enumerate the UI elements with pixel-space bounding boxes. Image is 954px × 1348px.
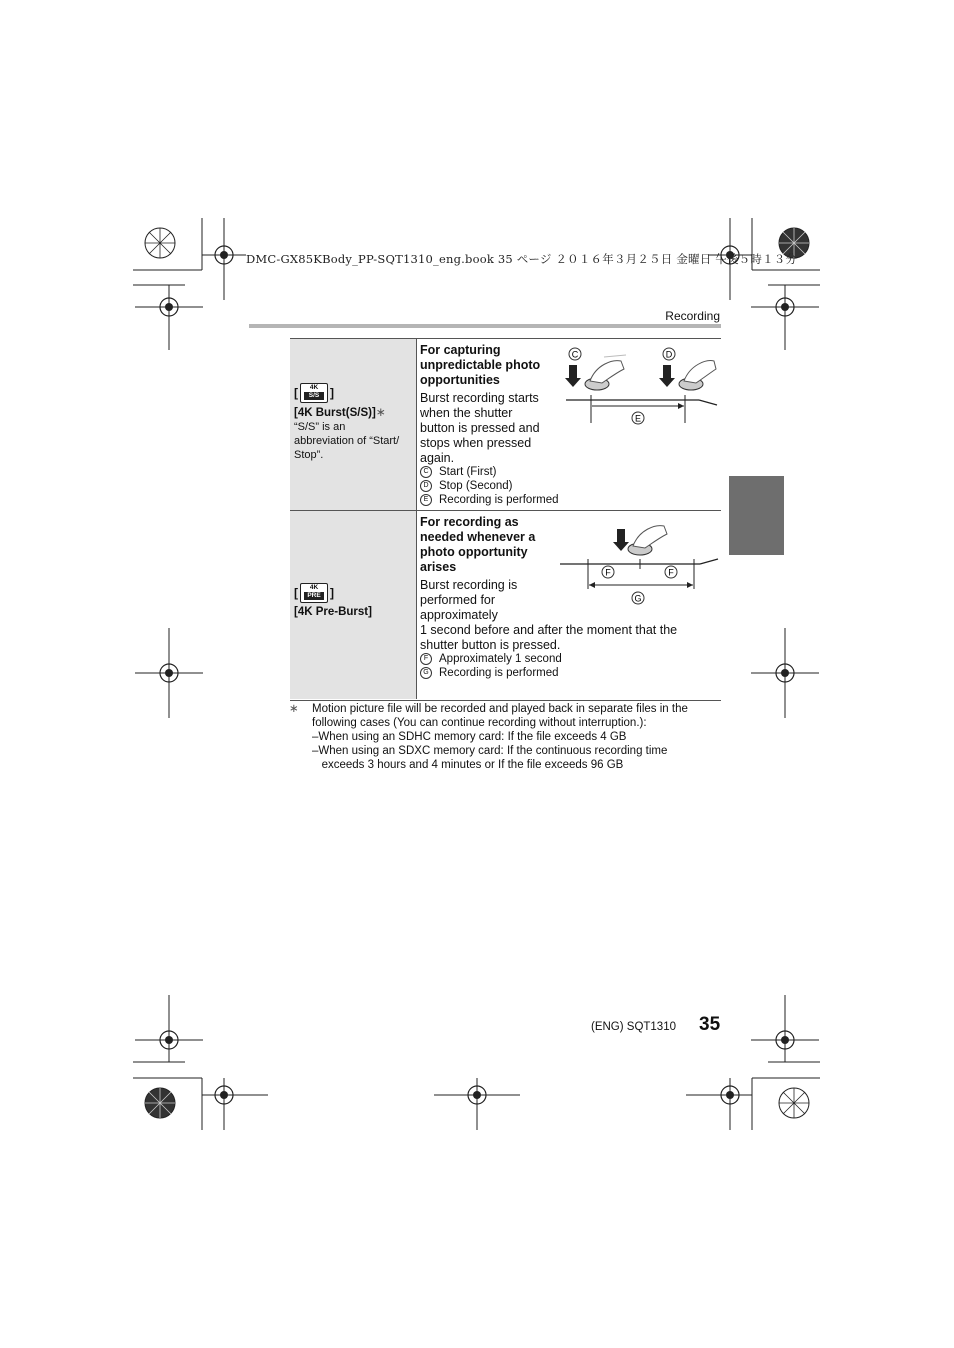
mode-icon-4k-burst-ss: [ 4K S/S ] xyxy=(294,383,334,403)
legend-item: D Stop (Second) xyxy=(420,479,513,493)
footnote-line: –When using an SDHC memory card: If the file exceeds 4 GB xyxy=(312,731,627,743)
document-code: (ENG) SQT1310 xyxy=(591,1021,676,1033)
description-body: Burst recording is performed for approximately 1 second before and after the moment that the shutter button is pressed. xyxy=(420,578,678,652)
legend-item: E Recording is performed xyxy=(420,493,559,507)
svg-text:G: G xyxy=(634,593,642,604)
mode-icon-4k-pre-burst: [ 4K PRE ] xyxy=(294,583,334,603)
legend-item: F Approximately 1 second xyxy=(420,652,562,666)
description-body: Burst recording starts when the shutter button is pressed and stops when pressed again. xyxy=(420,391,540,465)
mode-table xyxy=(290,338,721,701)
legend-item: G Recording is performed xyxy=(420,666,559,680)
print-header: DMC-GX85KBody_PP-SQT1310_eng.book 35 ページ ２０１６年３月２５日 金曜日 午後５時１３分 xyxy=(246,252,798,266)
page-number: 35 xyxy=(699,1014,721,1035)
mode-note: “S/S” is an abbreviation of “Start/ Stop”. xyxy=(294,421,400,461)
chapter-side-tab xyxy=(729,476,784,555)
legend-item: C Start (First) xyxy=(420,465,497,479)
table-row xyxy=(290,511,721,699)
footnote-line: –When using an SDXC memory card: If the continuous recording time xyxy=(312,745,668,757)
section-label: Recording xyxy=(665,309,720,323)
footnote-line: following cases (You can continue recording without interruption.): xyxy=(312,717,647,729)
table-row xyxy=(290,339,721,511)
mode-cell xyxy=(290,339,417,510)
footnote-asterisk: ∗ xyxy=(289,703,299,715)
svg-text:E: E xyxy=(634,413,642,424)
description-heading: For capturing unpredictable photo opportunities xyxy=(420,343,541,387)
mode-name: [4K Burst(S/S)]∗ xyxy=(294,405,386,419)
burst-ss-diagram xyxy=(564,343,718,433)
svg-text:D: D xyxy=(665,349,673,360)
mode-name: [4K Pre-Burst] xyxy=(294,606,372,618)
description-cell xyxy=(417,339,721,510)
mode-cell xyxy=(290,511,417,699)
svg-text:F: F xyxy=(668,567,674,578)
svg-text:C: C xyxy=(571,349,579,360)
pre-burst-diagram xyxy=(560,519,720,605)
footnote-line: Motion picture file will be recorded and played back in separate files in the xyxy=(312,703,688,715)
header-rule xyxy=(249,324,721,328)
footnote-asterisk: ∗ xyxy=(375,405,386,419)
description-heading: For recording as needed whenever a photo opportunity arises xyxy=(420,515,536,574)
4k-burst-ss-icon: 4K S/S xyxy=(300,383,328,403)
footnote-line: exceeds 3 hours and 4 minutes or If the file exceeds 96 GB xyxy=(312,759,624,771)
4k-pre-burst-icon: 4K PRE xyxy=(300,583,328,603)
description-cell xyxy=(417,511,721,699)
svg-text:F: F xyxy=(605,567,611,578)
